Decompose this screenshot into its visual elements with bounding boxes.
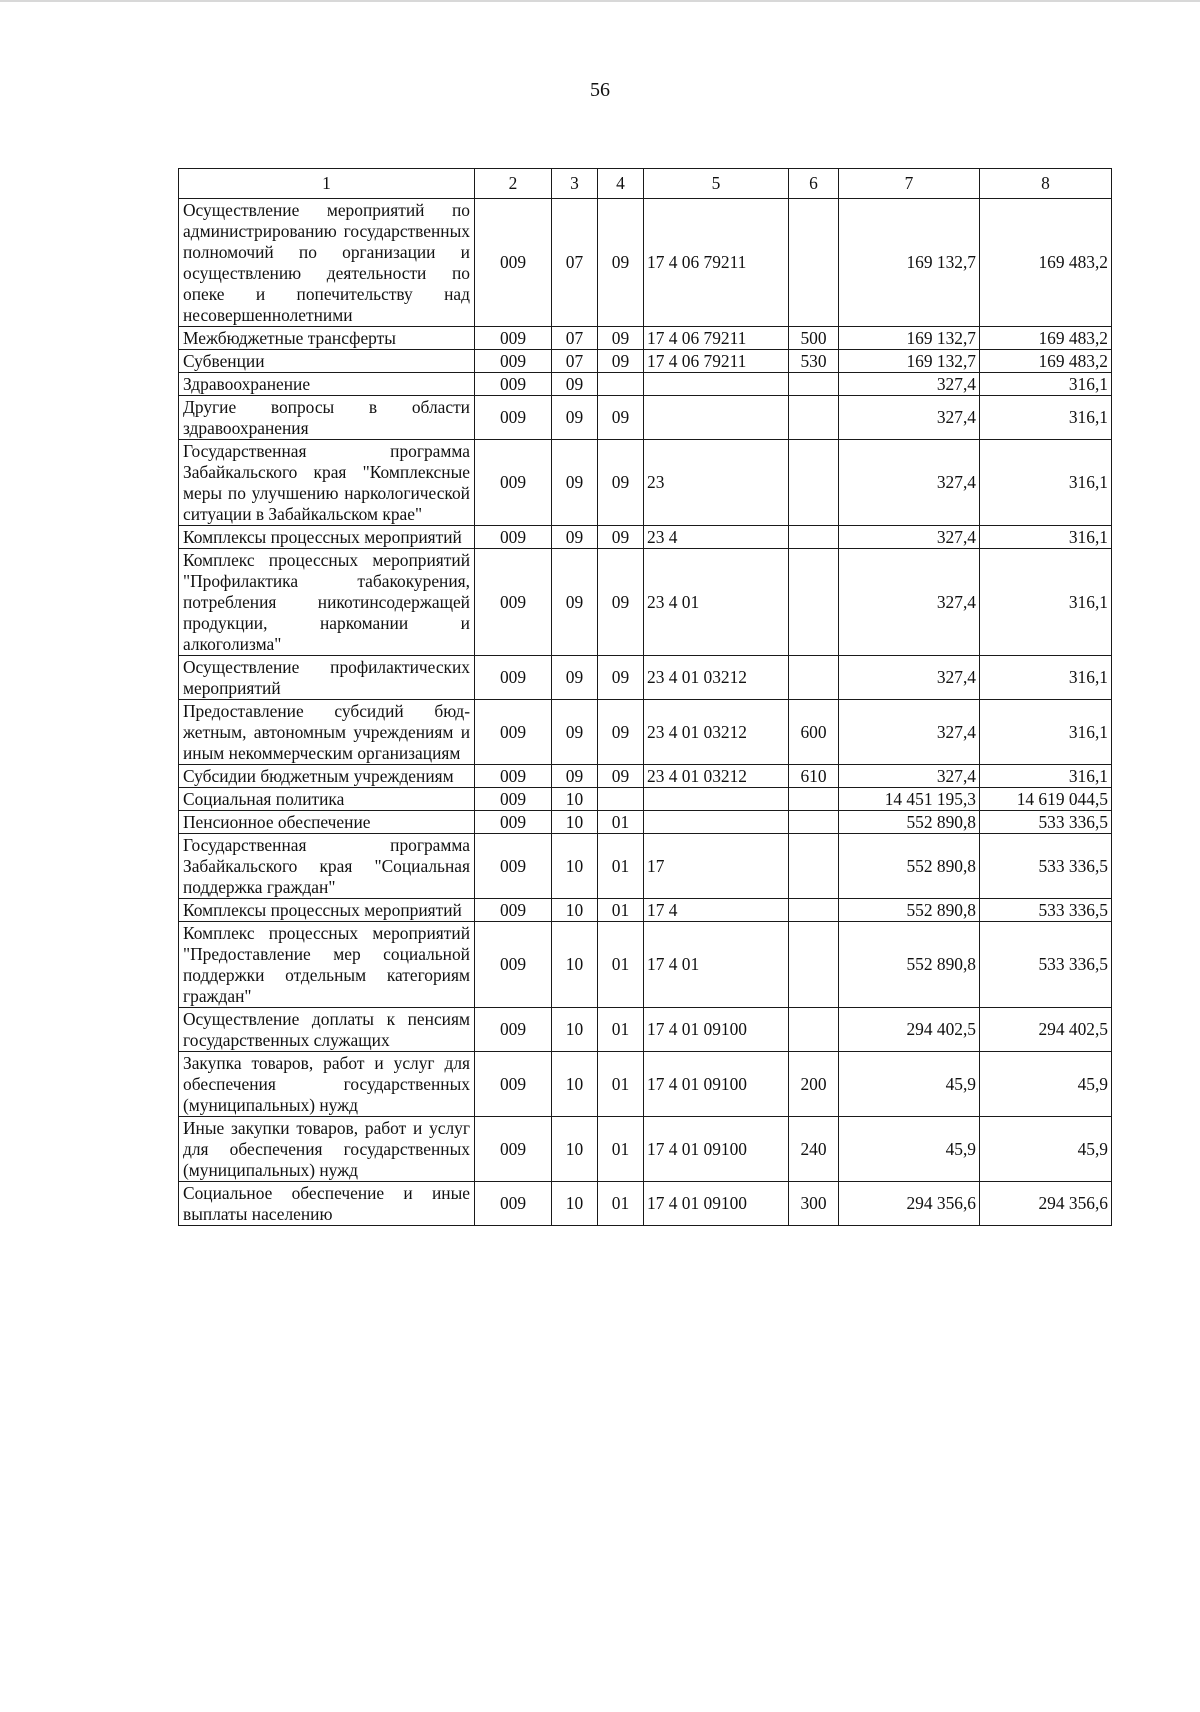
row-name: Комплексы процессных мероприятий [179, 899, 475, 922]
ministry-code: 009 [475, 1117, 552, 1182]
amount-year-1: 327,4 [839, 656, 980, 700]
amount-year-1: 169 132,7 [839, 199, 980, 327]
section-code: 09 [552, 440, 598, 526]
section-code: 10 [552, 1052, 598, 1117]
ministry-code: 009 [475, 549, 552, 656]
target-article-code: 23 [644, 440, 789, 526]
table-row [179, 526, 1112, 549]
row-name: Осуществление доплаты к пенсиям государственных служащих [179, 1008, 475, 1052]
target-article-code: 17 4 06 79211 [644, 199, 789, 327]
section-code: 09 [552, 656, 598, 700]
section-code: 10 [552, 899, 598, 922]
amount-year-1: 294 402,5 [839, 1008, 980, 1052]
amount-year-1: 327,4 [839, 396, 980, 440]
target-article-code: 17 4 01 09100 [644, 1008, 789, 1052]
amount-year-2: 533 336,5 [980, 811, 1112, 834]
amount-year-1: 327,4 [839, 526, 980, 549]
column-header-7: 7 [839, 169, 980, 199]
table-row [179, 350, 1112, 373]
row-name: Комплекс процессных мероприятий "Профилактика табакокурения, потребления никотинсодержащей продукции, наркомании и алкоголизма" [179, 549, 475, 656]
row-name: Закупка товаров, работ и услуг для обеспечения государственных (муниципальных) нужд [179, 1052, 475, 1117]
expense-type-code [789, 834, 839, 899]
row-name: Субсидии бюджетным учреждениям [179, 765, 475, 788]
subsection-code: 01 [598, 1182, 644, 1226]
table-row [179, 834, 1112, 899]
subsection-code: 09 [598, 396, 644, 440]
amount-year-2: 169 483,2 [980, 350, 1112, 373]
subsection-code: 09 [598, 765, 644, 788]
subsection-code: 01 [598, 1052, 644, 1117]
column-header-2: 2 [475, 169, 552, 199]
table-row [179, 656, 1112, 700]
amount-year-1: 552 890,8 [839, 811, 980, 834]
amount-year-2: 316,1 [980, 765, 1112, 788]
subsection-code: 01 [598, 811, 644, 834]
amount-year-2: 316,1 [980, 549, 1112, 656]
amount-year-2: 294 402,5 [980, 1008, 1112, 1052]
column-header-4: 4 [598, 169, 644, 199]
row-name: Предоставление субсидий бюджетным, автономным учреждениям и иным некоммерческим организациям [179, 700, 475, 765]
target-article-code: 23 4 01 03212 [644, 765, 789, 788]
table-row [179, 788, 1112, 811]
expense-type-code: 300 [789, 1182, 839, 1226]
amount-year-2: 169 483,2 [980, 327, 1112, 350]
column-header-8: 8 [980, 169, 1112, 199]
budget-table [178, 168, 1112, 1226]
ministry-code: 009 [475, 396, 552, 440]
target-article-code: 23 4 01 [644, 549, 789, 656]
row-name: Социальное обеспечение и иные выплаты населению [179, 1182, 475, 1226]
expense-type-code: 500 [789, 327, 839, 350]
row-name: Государственная программа Забайкальского края "Социальная поддержка граждан" [179, 834, 475, 899]
amount-year-2: 45,9 [980, 1052, 1112, 1117]
amount-year-1: 169 132,7 [839, 327, 980, 350]
row-name: Субвенции [179, 350, 475, 373]
section-code: 07 [552, 350, 598, 373]
expense-type-code [789, 199, 839, 327]
column-header-3: 3 [552, 169, 598, 199]
ministry-code: 009 [475, 788, 552, 811]
row-name: Социальная политика [179, 788, 475, 811]
expense-type-code: 240 [789, 1117, 839, 1182]
row-name: Пенсионное обеспечение [179, 811, 475, 834]
amount-year-2: 169 483,2 [980, 199, 1112, 327]
ministry-code: 009 [475, 765, 552, 788]
expense-type-code: 600 [789, 700, 839, 765]
expense-type-code [789, 899, 839, 922]
column-header-6: 6 [789, 169, 839, 199]
expense-type-code [789, 1008, 839, 1052]
table-row [179, 440, 1112, 526]
target-article-code: 17 4 01 [644, 922, 789, 1008]
target-article-code: 23 4 01 03212 [644, 656, 789, 700]
amount-year-1: 552 890,8 [839, 922, 980, 1008]
expense-type-code [789, 788, 839, 811]
expense-type-code [789, 811, 839, 834]
table-header-row [179, 169, 1112, 199]
expense-type-code: 530 [789, 350, 839, 373]
expense-type-code [789, 656, 839, 700]
target-article-code: 17 4 06 79211 [644, 350, 789, 373]
row-name: Государственная программа Забайкальского края "Комплексные меры по улучшению наркологической ситуации в Забайкальском крае" [179, 440, 475, 526]
row-name: Осуществление профилактических мероприятий [179, 656, 475, 700]
section-code: 09 [552, 526, 598, 549]
amount-year-1: 552 890,8 [839, 834, 980, 899]
amount-year-2: 294 356,6 [980, 1182, 1112, 1226]
subsection-code: 09 [598, 199, 644, 327]
table-body [179, 199, 1112, 1226]
expense-type-code [789, 373, 839, 396]
amount-year-2: 14 619 044,5 [980, 788, 1112, 811]
table-row [179, 1008, 1112, 1052]
amount-year-1: 45,9 [839, 1052, 980, 1117]
section-code: 10 [552, 1182, 598, 1226]
page-number: 56 [590, 79, 610, 101]
target-article-code: 23 4 01 03212 [644, 700, 789, 765]
subsection-code: 01 [598, 1117, 644, 1182]
target-article-code: 23 4 [644, 526, 789, 549]
table-row [179, 327, 1112, 350]
section-code: 10 [552, 811, 598, 834]
table-row [179, 396, 1112, 440]
table-row [179, 199, 1112, 327]
subsection-code: 01 [598, 834, 644, 899]
row-name: Комплексы процессных мероприятий [179, 526, 475, 549]
amount-year-1: 45,9 [839, 1117, 980, 1182]
target-article-code [644, 811, 789, 834]
subsection-code: 01 [598, 1008, 644, 1052]
ministry-code: 009 [475, 1182, 552, 1226]
target-article-code: 17 4 [644, 899, 789, 922]
subsection-code: 09 [598, 549, 644, 656]
amount-year-2: 316,1 [980, 373, 1112, 396]
target-article-code [644, 788, 789, 811]
row-name: Комплекс процессных мероприятий "Предоставление мер социальной поддержки отдельным категориям граждан" [179, 922, 475, 1008]
ministry-code: 009 [475, 700, 552, 765]
row-name: Осуществление мероприятий по администрированию государственных полномочий по организации и осуществлению деятельности по опеке и попечительству над несовершеннолетними [179, 199, 475, 327]
table-row [179, 899, 1112, 922]
expense-type-code [789, 922, 839, 1008]
table-row [179, 811, 1112, 834]
expense-type-code: 200 [789, 1052, 839, 1117]
table-row [179, 922, 1112, 1008]
subsection-code: 01 [598, 899, 644, 922]
target-article-code: 17 4 06 79211 [644, 327, 789, 350]
column-header-5: 5 [644, 169, 789, 199]
amount-year-2: 45,9 [980, 1117, 1112, 1182]
section-code: 10 [552, 922, 598, 1008]
subsection-code: 09 [598, 656, 644, 700]
amount-year-2: 316,1 [980, 396, 1112, 440]
amount-year-2: 533 336,5 [980, 834, 1112, 899]
section-code: 10 [552, 834, 598, 899]
ministry-code: 009 [475, 373, 552, 396]
subsection-code [598, 373, 644, 396]
section-code: 09 [552, 765, 598, 788]
section-code: 10 [552, 1008, 598, 1052]
subsection-code: 01 [598, 922, 644, 1008]
amount-year-1: 169 132,7 [839, 350, 980, 373]
ministry-code: 009 [475, 327, 552, 350]
amount-year-1: 14 451 195,3 [839, 788, 980, 811]
section-code: 09 [552, 373, 598, 396]
amount-year-2: 533 336,5 [980, 922, 1112, 1008]
amount-year-2: 316,1 [980, 656, 1112, 700]
row-name: Здравоохранение [179, 373, 475, 396]
section-code: 07 [552, 327, 598, 350]
page-top-edge [0, 0, 1200, 2]
ministry-code: 009 [475, 922, 552, 1008]
column-header-1: 1 [179, 169, 475, 199]
ministry-code: 009 [475, 1052, 552, 1117]
subsection-code: 09 [598, 327, 644, 350]
subsection-code: 09 [598, 440, 644, 526]
table-row [179, 765, 1112, 788]
section-code: 09 [552, 700, 598, 765]
row-name: Иные закупки товаров, работ и услуг для обеспечения государственных (муниципальных) нужд [179, 1117, 475, 1182]
ministry-code: 009 [475, 899, 552, 922]
section-code: 10 [552, 1117, 598, 1182]
ministry-code: 009 [475, 526, 552, 549]
amount-year-1: 327,4 [839, 549, 980, 656]
amount-year-1: 327,4 [839, 440, 980, 526]
amount-year-1: 552 890,8 [839, 899, 980, 922]
target-article-code [644, 373, 789, 396]
table-row [179, 549, 1112, 656]
subsection-code [598, 788, 644, 811]
section-code: 09 [552, 396, 598, 440]
table-row [179, 1182, 1112, 1226]
table-row [179, 700, 1112, 765]
subsection-code: 09 [598, 350, 644, 373]
expense-type-code [789, 526, 839, 549]
amount-year-1: 294 356,6 [839, 1182, 980, 1226]
ministry-code: 009 [475, 834, 552, 899]
row-name: Другие вопросы в области здравоохранения [179, 396, 475, 440]
target-article-code: 17 4 01 09100 [644, 1182, 789, 1226]
section-code: 10 [552, 788, 598, 811]
amount-year-1: 327,4 [839, 373, 980, 396]
expense-type-code [789, 549, 839, 656]
table-row [179, 1052, 1112, 1117]
expense-type-code [789, 396, 839, 440]
amount-year-2: 533 336,5 [980, 899, 1112, 922]
ministry-code: 009 [475, 1008, 552, 1052]
table-row [179, 373, 1112, 396]
amount-year-1: 327,4 [839, 765, 980, 788]
expense-type-code: 610 [789, 765, 839, 788]
section-code: 09 [552, 549, 598, 656]
amount-year-2: 316,1 [980, 526, 1112, 549]
target-article-code: 17 4 01 09100 [644, 1117, 789, 1182]
target-article-code: 17 4 01 09100 [644, 1052, 789, 1117]
amount-year-2: 316,1 [980, 700, 1112, 765]
ministry-code: 009 [475, 199, 552, 327]
ministry-code: 009 [475, 811, 552, 834]
amount-year-2: 316,1 [980, 440, 1112, 526]
expense-type-code [789, 440, 839, 526]
row-name: Межбюджетные трансферты [179, 327, 475, 350]
subsection-code: 09 [598, 526, 644, 549]
section-code: 07 [552, 199, 598, 327]
ministry-code: 009 [475, 350, 552, 373]
target-article-code [644, 396, 789, 440]
target-article-code: 17 [644, 834, 789, 899]
ministry-code: 009 [475, 656, 552, 700]
subsection-code: 09 [598, 700, 644, 765]
ministry-code: 009 [475, 440, 552, 526]
table-row [179, 1117, 1112, 1182]
amount-year-1: 327,4 [839, 700, 980, 765]
